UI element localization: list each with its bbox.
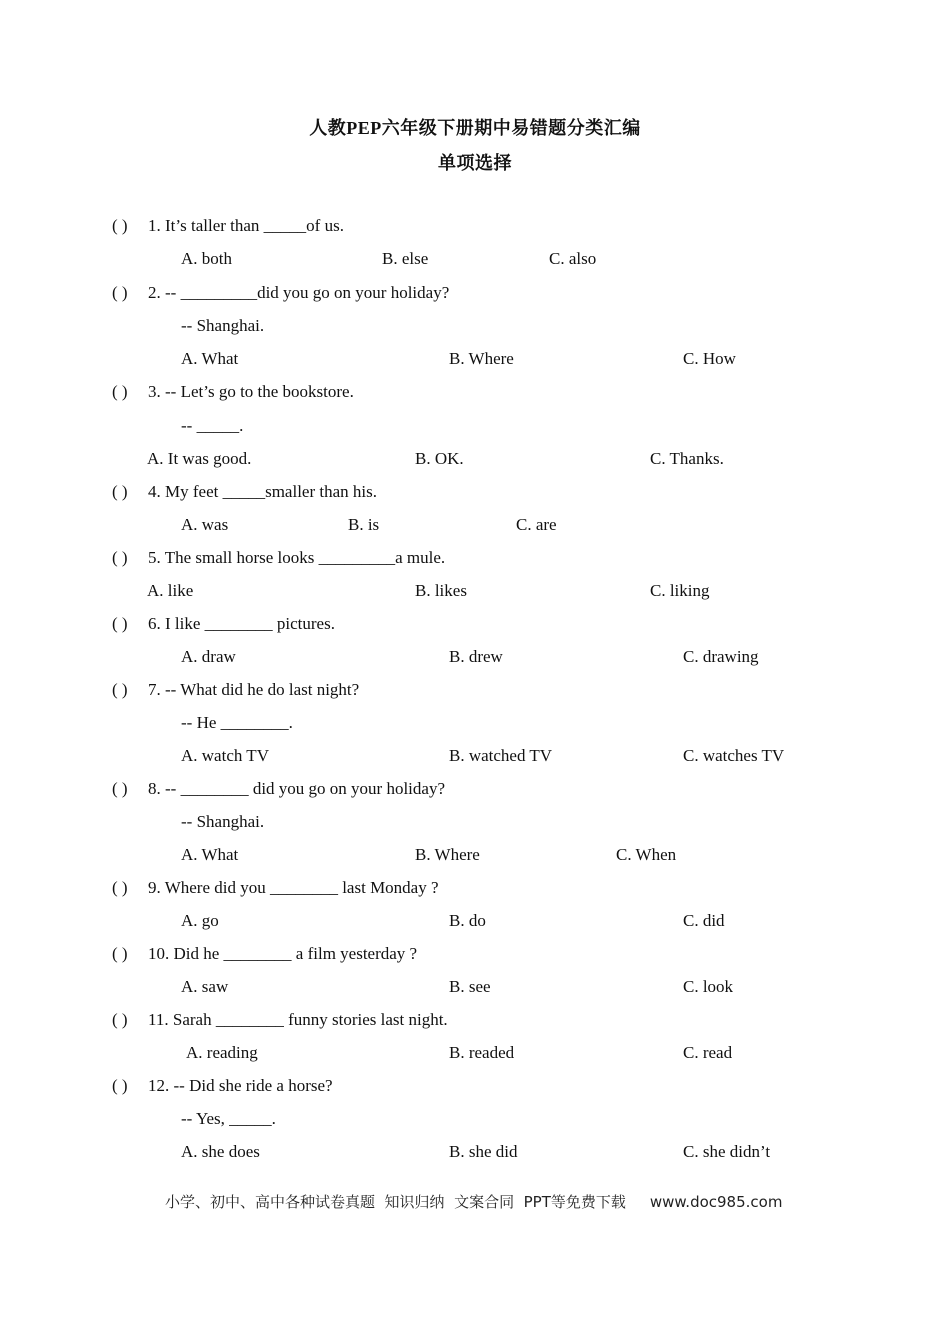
question-stem: 7. -- What did he do last night?: [148, 680, 360, 699]
option-c: C. also: [549, 249, 597, 268]
option-b: B. readed: [449, 1043, 515, 1062]
answer-blank[interactable]: ( ): [112, 878, 128, 897]
answer-blank[interactable]: ( ): [112, 1076, 128, 1095]
question-reply: -- Shanghai.: [181, 316, 265, 335]
answer-blank[interactable]: ( ): [112, 779, 128, 798]
answer-blank[interactable]: ( ): [112, 382, 128, 401]
question-stem: 8. -- ________ did you go on your holiday?: [148, 779, 445, 798]
question-reply: -- _____.: [181, 416, 244, 435]
page-title: 人教PEP六年级下册期中易错题分类汇编: [309, 118, 641, 138]
option-c: C. she didn’t: [683, 1142, 771, 1161]
option-c: C. did: [683, 911, 725, 930]
option-b: B. she did: [449, 1142, 518, 1161]
question-stem: 6. I like ________ pictures.: [148, 614, 335, 633]
option-c: C. look: [683, 977, 734, 996]
answer-blank[interactable]: ( ): [112, 1010, 128, 1029]
answer-blank[interactable]: ( ): [112, 216, 128, 235]
answer-blank[interactable]: ( ): [112, 482, 128, 501]
option-c: C. are: [516, 515, 557, 534]
section-title: 单项选择: [438, 153, 512, 173]
option-a: A. watch TV: [181, 746, 269, 765]
option-b: B. do: [449, 911, 486, 930]
option-c: C. watches TV: [683, 746, 785, 765]
question-reply: -- Yes, _____.: [181, 1109, 276, 1128]
page-footer: [165, 1191, 782, 1212]
answer-blank[interactable]: ( ): [112, 944, 128, 963]
question-stem: 2. -- _________did you go on your holiday?: [148, 283, 450, 302]
option-a: A. What: [181, 845, 239, 864]
footer-text: 小学、初中、高中各种试卷真题 知识归纳 文案合同 PPT等免费下载: [165, 1193, 626, 1211]
option-c: C. When: [616, 845, 677, 864]
answer-blank[interactable]: ( ): [112, 680, 128, 699]
question-stem: 4. My feet _____smaller than his.: [148, 482, 377, 501]
answer-blank[interactable]: ( ): [112, 548, 128, 567]
option-c: C. drawing: [683, 647, 759, 666]
question-stem: 10. Did he ________ a film yesterday ?: [148, 944, 418, 963]
option-c: C. liking: [650, 581, 710, 600]
option-b: B. Where: [415, 845, 480, 864]
question-stem: 3. -- Let’s go to the bookstore.: [148, 382, 354, 401]
answer-blank[interactable]: ( ): [112, 283, 128, 302]
option-b: B. is: [348, 515, 380, 534]
option-b: B. Where: [449, 349, 514, 368]
answer-blank[interactable]: ( ): [112, 614, 128, 633]
question-reply: -- Shanghai.: [181, 812, 265, 831]
option-a: A. both: [181, 249, 232, 268]
option-b: B. OK.: [415, 449, 464, 468]
option-a: A. draw: [181, 647, 236, 666]
option-a: A. saw: [181, 977, 229, 996]
footer-link[interactable]: www.doc985.com: [649, 1193, 783, 1211]
question-reply: -- He ________.: [181, 713, 293, 732]
question-stem: 9. Where did you ________ last Monday ?: [148, 878, 439, 897]
question-stem: 11. Sarah ________ funny stories last night.: [148, 1010, 448, 1029]
option-c: C. read: [683, 1043, 733, 1062]
option-b: B. likes: [415, 581, 467, 600]
option-a: A. What: [181, 349, 239, 368]
option-a: A. go: [181, 911, 219, 930]
question-stem: 12. -- Did she ride a horse?: [148, 1076, 333, 1095]
option-b: B. drew: [449, 647, 503, 666]
option-b: B. see: [449, 977, 491, 996]
option-b: B. else: [382, 249, 429, 268]
option-b: B. watched TV: [449, 746, 553, 765]
option-c: C. How: [683, 349, 736, 368]
option-a: A. she does: [181, 1142, 260, 1161]
question-stem: 5. The small horse looks _________a mule.: [148, 548, 446, 567]
option-a: A. reading: [186, 1043, 258, 1062]
option-a: A. was: [181, 515, 229, 534]
option-a: A. like: [147, 581, 194, 600]
option-c: C. Thanks.: [650, 449, 724, 468]
option-a: A. It was good.: [147, 449, 252, 468]
question-stem: 1. It’s taller than _____of us.: [148, 216, 344, 235]
